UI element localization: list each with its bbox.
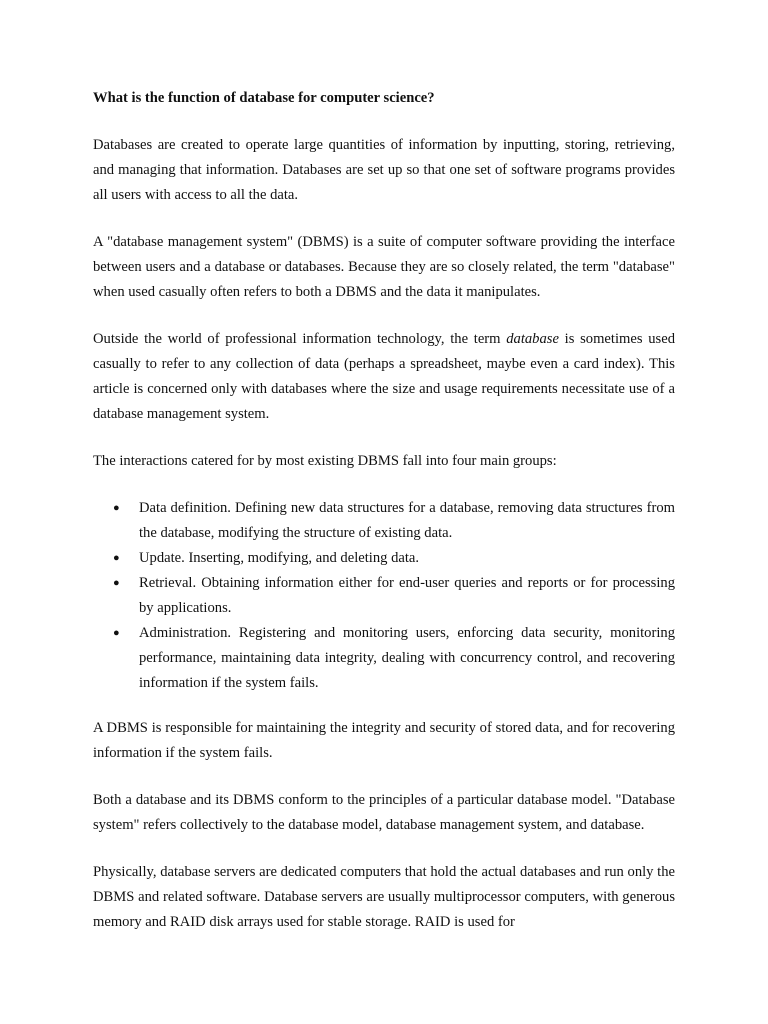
list-item-text: Administration. Registering and monitoring users, enforcing data security, monitoring performance, maintaining data integrity, dealing with concurrency control, and recovering information if the system fails. bbox=[139, 625, 675, 691]
bullet-icon: ● bbox=[113, 552, 120, 564]
bullet-icon: ● bbox=[113, 502, 120, 514]
emphasis-database-term: database bbox=[506, 331, 559, 347]
paragraph-casual-usage-text-2: is sometimes used casually to refer to any collection of data (perhaps a spreadsheet, maybe even a card index). This article is concerned only with databases where the size and usage requirements necessitate use of a database management system. bbox=[93, 331, 675, 422]
list-item-text: Update. Inserting, modifying, and deleting data. bbox=[139, 550, 420, 566]
list-item bbox=[93, 546, 675, 571]
paragraph-casual-usage-text-1: Outside the world of professional information technology, the term bbox=[93, 331, 507, 347]
bullet-icon: ● bbox=[113, 627, 120, 639]
list-item bbox=[93, 496, 675, 546]
paragraph-databases-purpose: Databases are created to operate large quantities of information by inputting, storing, retrieving, and managing that information. Databases are set up so that one set of software programs provides all users with access to all the data. bbox=[93, 137, 675, 203]
paragraph-dbms-responsibility: A DBMS is responsible for maintaining the integrity and security of stored data, and for recovering information if the system fails. bbox=[93, 720, 675, 761]
bullet-icon: ● bbox=[113, 577, 120, 589]
paragraph-dbms-definition: A "database management system" (DBMS) is a suite of computer software providing the interface between users and a database or databases. Because they are so closely related, the term "database" when used casually often refers to both a DBMS and the data it manipulates. bbox=[93, 234, 675, 300]
list-item-text: Retrieval. Obtaining information either for end-user queries and reports or for processing by applications. bbox=[139, 575, 675, 616]
list-item-text: Data definition. Defining new data structures for a database, removing data structures from the database, modifying the structure of existing data. bbox=[139, 500, 675, 541]
document-body bbox=[93, 86, 675, 957]
paragraph-casual-usage bbox=[93, 327, 675, 427]
document-heading: What is the function of database for computer science? bbox=[93, 90, 435, 106]
list-item bbox=[93, 571, 675, 621]
list-item bbox=[93, 621, 675, 696]
paragraph-database-servers: Physically, database servers are dedicated computers that hold the actual databases and run only the DBMS and related software. Database servers are usually multiprocessor computers, with generous memory and RAID disk arrays used for stable storage. RAID is used for bbox=[93, 864, 675, 930]
interaction-groups-list bbox=[93, 496, 675, 696]
paragraph-interaction-groups: The interactions catered for by most existing DBMS fall into four main groups: bbox=[93, 453, 557, 469]
paragraph-database-model: Both a database and its DBMS conform to the principles of a particular database model. "Database system" refers collectively to the database model, database management system, and database. bbox=[93, 792, 675, 833]
